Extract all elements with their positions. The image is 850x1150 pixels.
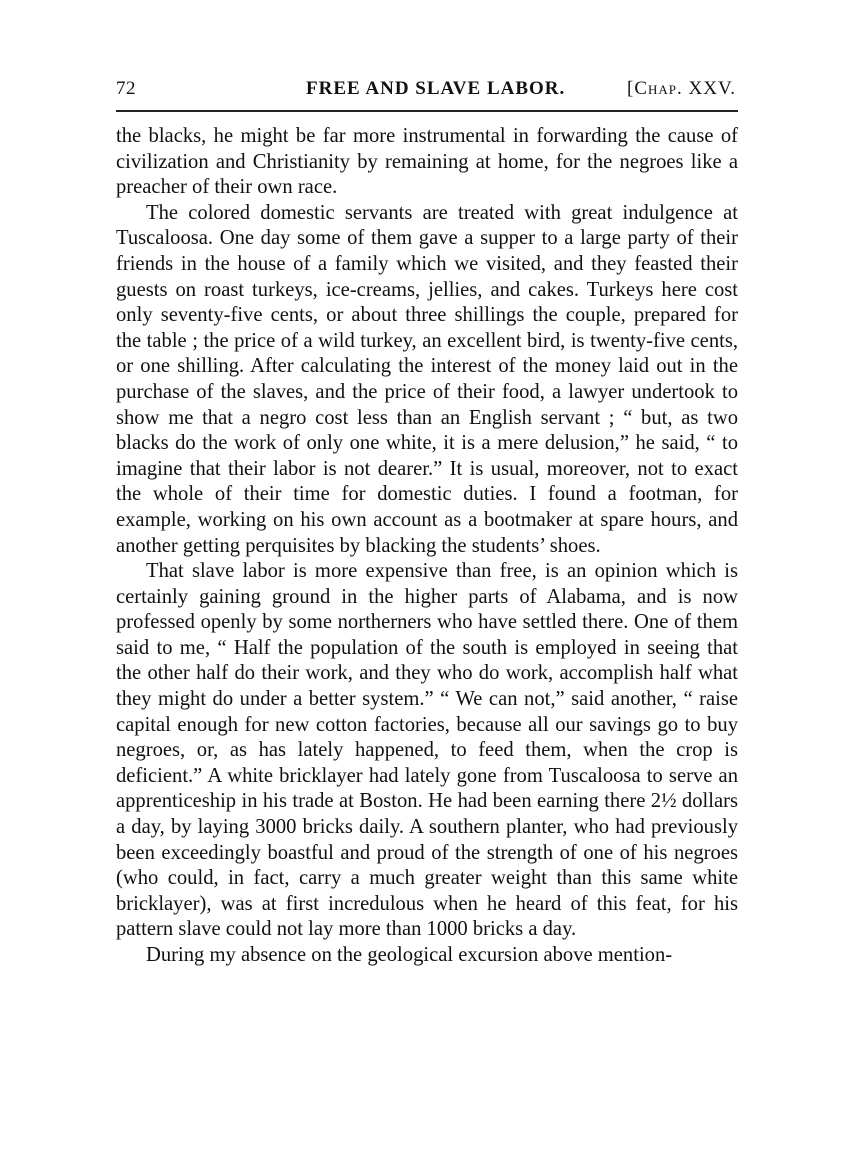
page-number: 72 — [116, 78, 136, 99]
chapter-reference: [Chap. XXV. — [627, 78, 736, 99]
paragraph-continued: the blacks, he might be far more instrumental in forwarding the cause of civilization and Christianity by remaining at home, for the negroes like a preacher of their own race. — [116, 125, 738, 199]
header-rule — [116, 110, 738, 112]
running-title: FREE AND SLAVE LABOR. — [306, 78, 566, 99]
paragraph-geological-excursion: During my absence on the geological excursion above mention- — [146, 944, 673, 966]
paragraph-domestic-servants: The colored domestic servants are treated with great indulgence at Tuscaloosa. One day some of them gave a supper to a large party of their friends in the house of a family which we visited, and they feasted their guests on roast turkeys, ice-creams, jellies, and cakes. Turkeys here cost only seventy-five cents, or about three shillings the couple, prepared for the table ; the price of a wild turkey, an excellent bird, is twenty-five cents, or one shilling. After calculating the interest of the money laid out in the purchase of the slaves, and the price of their food, a lawyer undertook to show me that a negro cost less than an English servant ; “ but, as two blacks do the work of only one white, it is a mere delusion,” he said, “ to imagine that their labor is not dearer.” It is usual, moreover, not to exact the whole of their time for domestic duties. I found a footman, for example, working on his own account as a bootmaker at spare hours, and another getting perquisites by blacking the students’ shoes. — [116, 201, 738, 557]
paragraph-slave-labor: That slave labor is more expensive than free, is an opinion which is certainly gaining ground in the higher parts of Alabama, and is now professed openly by some northerners who have settled there. One of them said to me, “ Half the population of the south is employed in seeing that the other half do their work, and they who do work, accomplish half what they might do under a better system.” “ We can not,” said another, “ raise capital enough for new cotton factories, because all our savings go to buy negroes, or, as has lately happened, to feed them, when the crop is deficient.” A white bricklayer had lately gone from Tuscaloosa to serve an apprenticeship in his trade at Boston. He had been earning there 2½ dollars a day, by laying 3000 bricks daily. A southern planter, who had previously been exceedingly boastful and proud of the strength of one of his negroes (who could, in fact, carry a much greater weight than this same white bricklayer), was at first incredulous when he heard of this feat, for his pattern slave could not lay more than 1000 bricks a day. — [116, 560, 738, 941]
page-header — [116, 78, 736, 104]
body-text — [116, 124, 738, 969]
